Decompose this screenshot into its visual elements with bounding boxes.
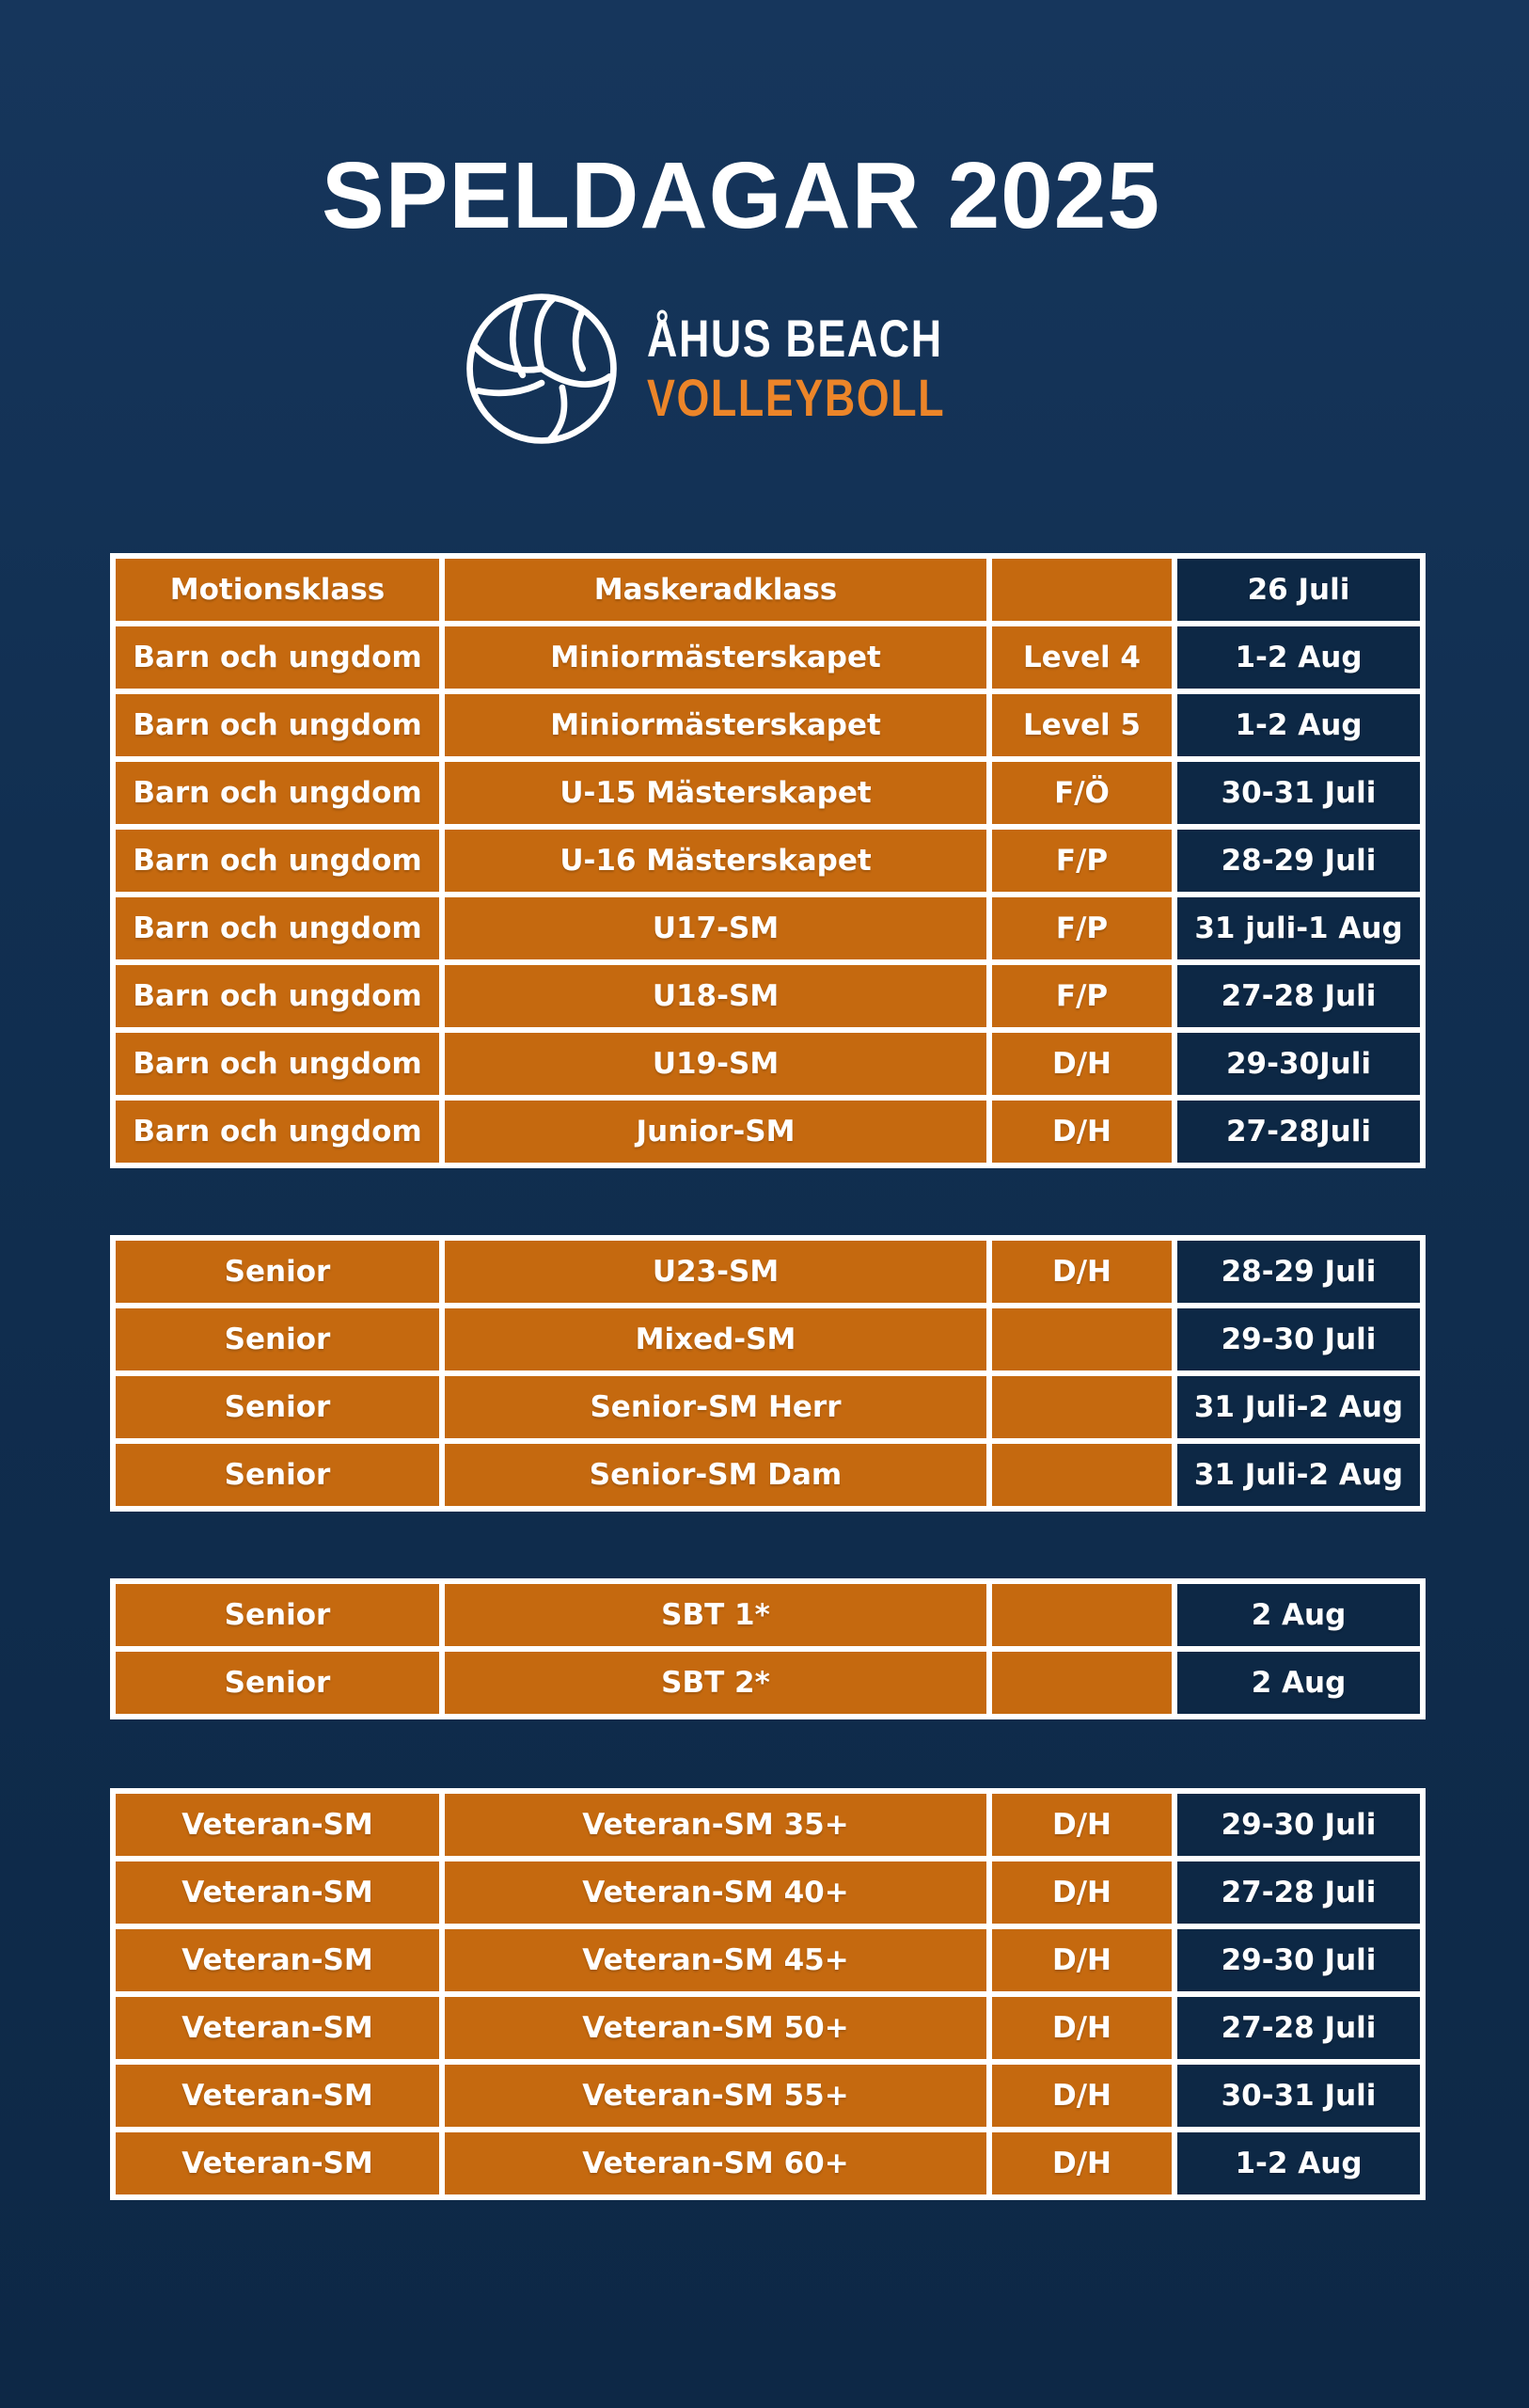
category-cell: Motionsklass xyxy=(116,559,439,621)
event-cell: U-16 Mästerskapet xyxy=(445,830,986,892)
date-cell: 28-29 Juli xyxy=(1177,830,1420,892)
category-cell: Barn och ungdom xyxy=(116,965,439,1027)
event-cell: U19-SM xyxy=(445,1033,986,1095)
category-cell: Veteran-SM xyxy=(116,1794,439,1856)
date-cell: 31 Juli-2 Aug xyxy=(1177,1444,1420,1506)
class-cell: D/H xyxy=(992,2132,1172,2194)
category-cell: Senior xyxy=(116,1376,439,1438)
date-cell: 29-30 Juli xyxy=(1177,1308,1420,1370)
class-cell: F/P xyxy=(992,830,1172,892)
category-cell: Barn och ungdom xyxy=(116,897,439,959)
event-cell: U17-SM xyxy=(445,897,986,959)
date-cell: 28-29 Juli xyxy=(1177,1241,1420,1303)
class-cell: F/Ö xyxy=(992,762,1172,824)
category-cell: Veteran-SM xyxy=(116,1861,439,1924)
volleyball-icon xyxy=(463,290,621,448)
schedule-table-youth xyxy=(110,553,1426,1168)
event-cell: Veteran-SM 35+ xyxy=(445,1794,986,1856)
event-cell: Veteran-SM 40+ xyxy=(445,1861,986,1924)
category-cell: Barn och ungdom xyxy=(116,830,439,892)
event-cell: Senior-SM Herr xyxy=(445,1376,986,1438)
event-cell: Veteran-SM 50+ xyxy=(445,1997,986,2059)
date-cell: 1-2 Aug xyxy=(1177,626,1420,689)
event-cell: Miniormästerskapet xyxy=(445,626,986,689)
date-cell: 29-30 Juli xyxy=(1177,1794,1420,1856)
club-logo xyxy=(463,290,1019,448)
date-cell: 1-2 Aug xyxy=(1177,694,1420,756)
class-cell xyxy=(992,1444,1172,1506)
date-cell: 26 Juli xyxy=(1177,559,1420,621)
date-cell: 27-28Juli xyxy=(1177,1101,1420,1163)
date-cell: 30-31 Juli xyxy=(1177,762,1420,824)
event-cell: U-15 Mästerskapet xyxy=(445,762,986,824)
category-cell: Veteran-SM xyxy=(116,2132,439,2194)
event-cell: Veteran-SM 45+ xyxy=(445,1929,986,1991)
category-cell: Senior xyxy=(116,1652,439,1714)
date-cell: 2 Aug xyxy=(1177,1652,1420,1714)
schedule-table-senior xyxy=(110,1235,1426,1512)
class-cell xyxy=(992,1584,1172,1646)
event-cell: Senior-SM Dam xyxy=(445,1444,986,1506)
category-cell: Senior xyxy=(116,1444,439,1506)
category-cell: Veteran-SM xyxy=(116,2065,439,2127)
category-cell: Barn och ungdom xyxy=(116,626,439,689)
category-cell: Veteran-SM xyxy=(116,1997,439,2059)
schedule-table-veteran xyxy=(110,1788,1426,2200)
class-cell: D/H xyxy=(992,1033,1172,1095)
class-cell: F/P xyxy=(992,897,1172,959)
class-cell: D/H xyxy=(992,1929,1172,1991)
category-cell: Senior xyxy=(116,1241,439,1303)
date-cell: 27-28 Juli xyxy=(1177,1861,1420,1924)
date-cell: 1-2 Aug xyxy=(1177,2132,1420,2194)
event-cell: Junior-SM xyxy=(445,1101,986,1163)
class-cell xyxy=(992,1308,1172,1370)
date-cell: 29-30Juli xyxy=(1177,1033,1420,1095)
category-cell: Barn och ungdom xyxy=(116,1101,439,1163)
schedule-table-sbt xyxy=(110,1578,1426,1719)
event-cell: Veteran-SM 60+ xyxy=(445,2132,986,2194)
date-cell: 27-28 Juli xyxy=(1177,965,1420,1027)
event-cell: SBT 2* xyxy=(445,1652,986,1714)
date-cell: 2 Aug xyxy=(1177,1584,1420,1646)
event-cell: SBT 1* xyxy=(445,1584,986,1646)
category-cell: Barn och ungdom xyxy=(116,694,439,756)
class-cell: D/H xyxy=(992,1794,1172,1856)
class-cell xyxy=(992,1652,1172,1714)
event-cell: Maskeradklass xyxy=(445,559,986,621)
schedule-tables xyxy=(110,553,1529,2200)
club-name-line1: ÅHUS BEACH xyxy=(646,309,943,369)
class-cell xyxy=(992,559,1172,621)
date-cell: 31 juli-1 Aug xyxy=(1177,897,1420,959)
event-cell: U23-SM xyxy=(445,1241,986,1303)
class-cell: Level 4 xyxy=(992,626,1172,689)
class-cell: D/H xyxy=(992,1241,1172,1303)
class-cell: D/H xyxy=(992,1997,1172,2059)
category-cell: Barn och ungdom xyxy=(116,762,439,824)
date-cell: 31 Juli-2 Aug xyxy=(1177,1376,1420,1438)
event-cell: U18-SM xyxy=(445,965,986,1027)
event-cell: Mixed-SM xyxy=(445,1308,986,1370)
class-cell: D/H xyxy=(992,1861,1172,1924)
category-cell: Senior xyxy=(116,1584,439,1646)
class-cell: D/H xyxy=(992,1101,1172,1163)
class-cell xyxy=(992,1376,1172,1438)
event-cell: Miniormästerskapet xyxy=(445,694,986,756)
date-cell: 27-28 Juli xyxy=(1177,1997,1420,2059)
class-cell: Level 5 xyxy=(992,694,1172,756)
event-cell: Veteran-SM 55+ xyxy=(445,2065,986,2127)
class-cell: D/H xyxy=(992,2065,1172,2127)
date-cell: 30-31 Juli xyxy=(1177,2065,1420,2127)
page-title: SPELDAGAR 2025 xyxy=(321,143,1161,248)
poster-header xyxy=(0,0,1505,448)
club-logo-text xyxy=(647,309,1019,427)
category-cell: Barn och ungdom xyxy=(116,1033,439,1095)
club-name-line2: VOLLEYBOLL xyxy=(646,368,945,427)
category-cell: Veteran-SM xyxy=(116,1929,439,1991)
class-cell: F/P xyxy=(992,965,1172,1027)
date-cell: 29-30 Juli xyxy=(1177,1929,1420,1991)
category-cell: Senior xyxy=(116,1308,439,1370)
